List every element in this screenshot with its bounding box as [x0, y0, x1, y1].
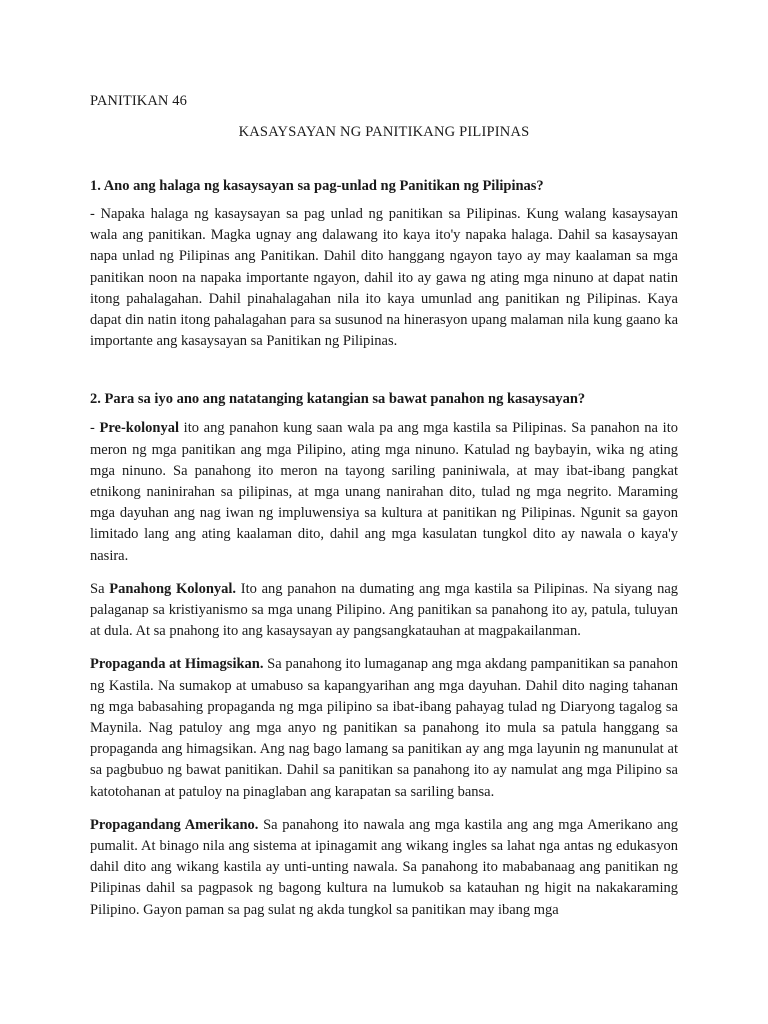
amerikano-paragraph — [90, 815, 678, 921]
kolonyal-prefix: Sa — [90, 580, 110, 597]
pre-kolonyal-prefix: - — [90, 420, 100, 437]
section-spacer — [90, 364, 678, 391]
kolonyal-paragraph — [90, 579, 678, 643]
pre-kolonyal-text: ito ang panahon kung saan wala pa ang mga kastila sa Pilipinas. Sa panahon na ito meron ng mga panitikan ang mga Pilipino, ating mga ninuno. Katulad ng baybayin, wika ng ating mga ninuno. Sa panahong ito meron na tayong sariling paniniwala, at may ibat-ibang pangkat etnikong naninirahan sa pilipinas, at mga unang nanirahan dito, tulad ng mga negrito. Maraming mga dayuhan ang nag iwan ng impluwensiya sa kultura at panitikan ng Pilipinas. Ngunit sa gayon limitado lang ang ating kaalaman dito, dahil ang mga kasulatan tungkol dito ay nawala o kaya'y nasira. — [90, 420, 678, 564]
pre-kolonyal-term: Pre-kolonyal — [99, 420, 179, 437]
question-1-heading: 1. Ano ang halaga ng kasaysayan sa pag-unlad ng Panitikan ng Pilipinas? — [90, 178, 544, 194]
question-1-answer: - Napaka halaga ng kasaysayan sa pag unlad ng panitikan sa Pilipinas. Kung walang kasaysayan wala ang panitikan. Magka ugnay ang dalawang ito kaya ito'y napaka halaga. Dahil sa kasaysayan napa unlad ng Pilipinas ang Panitikan. Dahil dito hanggang ngayon tayo ay may kaalaman sa mga panitikan noon na napaka importante ngayon, dahil ito ay gawa ng ating mga ninuno at dapat natin itong pahalagahan. Dahil pinahalagahan nila ito kaya umunlad ang panitikan ng Pilipinas. Kaya dapat din natin itong pahalagahan para sa susunod na hinerasyon upang malaman nila kung gaano ka importante ang kasaysayan sa Panitikan ng Pilipinas. — [90, 206, 678, 350]
question-1-section — [90, 178, 678, 352]
propaganda-text: Sa panahong ito lumaganap ang mga akdang pampanitikan sa panahon ng Kastila. Na sumakop at umabuso sa kapangyarihan ang mga dayuhan. Dahil dito naging tahanan ng mga babasahing propaganda ng mga pilipino sa ibat-ibang pahayag tulad ng Diaryong tagalog sa Maynila. Nag patuloy ang mga anyo ng panitikan sa panahong ito mula sa patula hanggang sa propaganda ang himagsikan. Ang nag bago lamang sa panitikan ay ang mga layunin ng manunulat at sa pagbubuo ng bawat panitikan. Dahil sa panitikan sa panahong ito ay namulat ang mga Pilipino sa katotohanan at patuloy na pinaglaban ang karapatan sa sariling bansa. — [90, 656, 678, 800]
propaganda-term: Propaganda at Himagsikan. — [90, 656, 264, 673]
pre-kolonyal-paragraph — [90, 418, 678, 566]
question-2-section — [90, 391, 678, 920]
kolonyal-text: Ito ang panahon na dumating ang mga kastila sa Pilipinas. Na siyang nag palaganap sa kristiyanismo sa mga unang Pilipino. Ang panitikan sa panahong ito ay, patula, tuluyan at dula. At sa pnahong ito ang kasaysayan ay pangsangkatauhan at magpakailanman. — [90, 580, 679, 640]
propaganda-paragraph — [90, 654, 678, 802]
amerikano-term: Propagandang Amerikano. — [90, 816, 259, 833]
course-code: PANITIKAN 46 — [90, 93, 187, 109]
amerikano-text: Sa panahong ito nawala ang mga kastila ang ang mga Amerikano ang pumalit. At binago nila ang sistema at ipinagamit ang wikang ingles sa lahat nga antas ng edukasyon dahil dito ang wikang kastila ay unti-unting nawala. Sa panahong ito mababanaag ang panitikan ng Pilipinas dahil sa pagpasok ng bagong kultura na lumukob sa katauhan ng higit na nakakaraming Pilipino. Gayon paman sa pag sulat ng akda tungkol sa panitikan may ibang mga — [90, 816, 679, 918]
question-2-heading: 2. Para sa iyo ano ang natatanging katangian sa bawat panahon ng kasaysayan? — [90, 391, 586, 408]
kolonyal-term: Panahong Kolonyal. — [109, 580, 237, 597]
document-title: KASAYSAYAN NG PANITIKANG PILIPINAS — [238, 124, 530, 140]
